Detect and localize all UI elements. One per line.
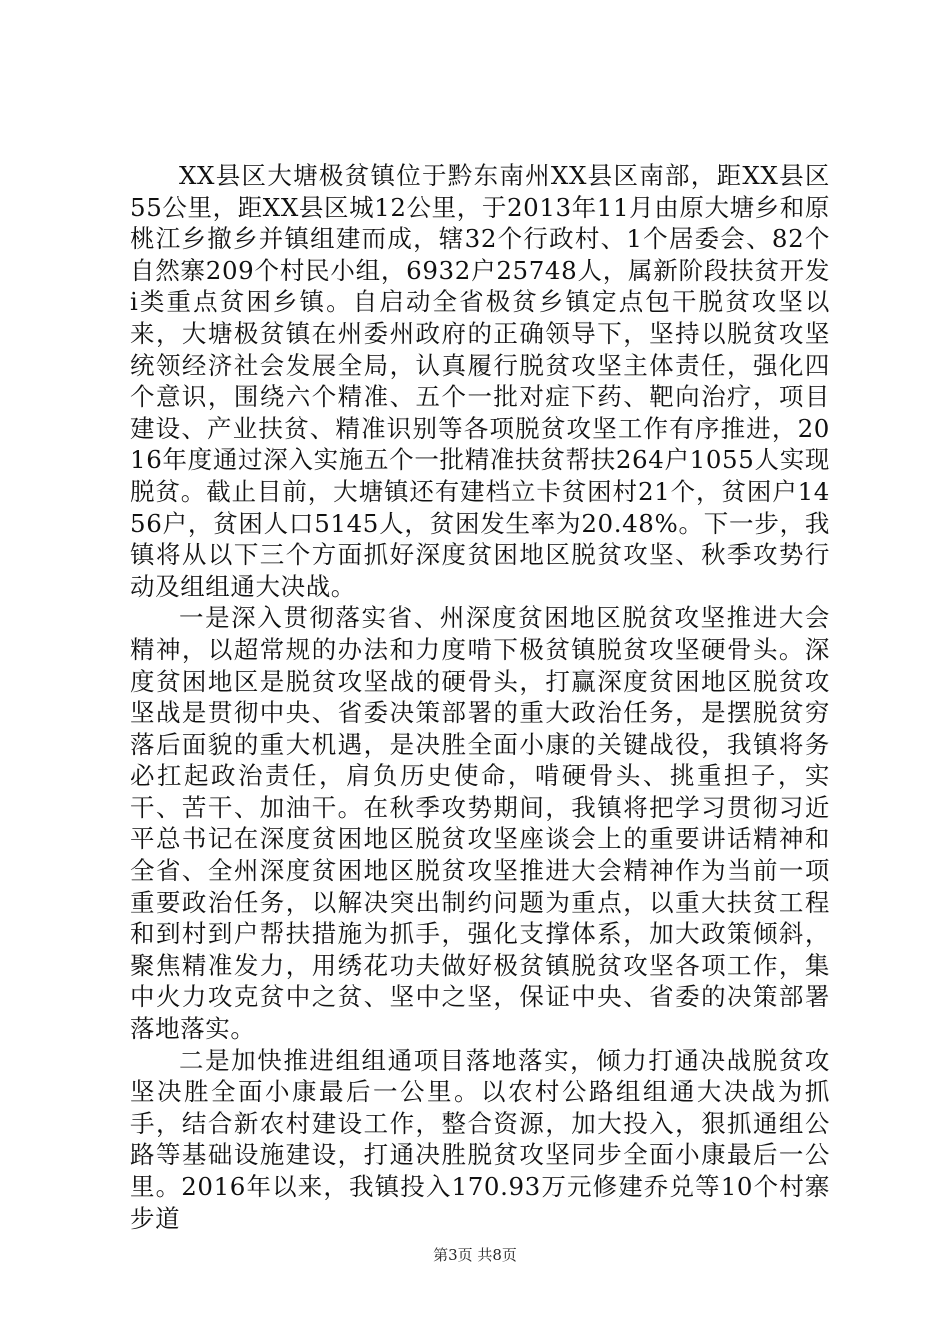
- document-body: [130, 160, 830, 1234]
- page-number-label: 第3页 共8页: [433, 1246, 517, 1264]
- paragraph-point-two: 二是加快推进组组通项目落地落实，倾力打通决战脱贫攻坚决胜全面小康最后一公里。以农村公路组组通大决战为抓手，结合新农村建设工作，整合资源，加大投入，狠抓通组公路等基础设施建设，打通决胜脱贫攻坚同步全面小康最后一公里。2016年以来，我镇投入170.93万元修建乔兑等10个村寨步道: [130, 1045, 830, 1233]
- paragraph-intro: XX县区大塘极贫镇位于黔东南州XX县区南部，距XX县区55公里，距XX县区城12公里，于2013年11月由原大塘乡和原桃江乡撤乡并镇组建而成，辖32个行政村、1个居委会、82个自然寨209个村民小组，6932户25748人，属新阶段扶贫开发ⅰ类重点贫困乡镇。自启动全省极贫乡镇定点包干脱贫攻坚以来，大塘极贫镇在州委州政府的正确领导下，坚持以脱贫攻坚统领经济社会发展全局，认真履行脱贫攻坚主体责任，强化四个意识，围绕六个精准、五个一批对症下药、靶向治疗，项目建设、产业扶贫、精准识别等各项脱贫攻坚工作有序推进，2016年度通过深入实施五个一批精准扶贫帮扶264户1055人实现脱贫。截止目前，大塘镇还有建档立卡贫困村21个，贫困户1456户，贫困人口5145人，贫困发生率为20.48%。下一步，我镇将从以下三个方面抓好深度贫困地区脱贫攻坚、秋季攻势行动及组组通大决战。: [130, 161, 830, 601]
- paragraph-point-one: 一是深入贯彻落实省、州深度贫困地区脱贫攻坚推进大会精神，以超常规的办法和力度啃下极贫镇脱贫攻坚硬骨头。深度贫困地区是脱贫攻坚战的硬骨头，打赢深度贫困地区脱贫攻坚战是贯彻中央、省委决策部署的重大政治任务，是摆脱贫穷落后面貌的重大机遇，是决胜全面小康的关键战役，我镇将务必扛起政治责任，肩负历史使命，啃硬骨头、挑重担子，实干、苦干、加油干。在秋季攻势期间，我镇将把学习贯彻习近平总书记在深度贫困地区脱贫攻坚座谈会上的重要讲话精神和全省、全州深度贫困地区脱贫攻坚推进大会精神作为当前一项重要政治任务，以解决突出制约问题为重点，以重大扶贫工程和到村到户帮扶措施为抓手，强化支撑体系，加大政策倾斜，聚焦精准发力，用绣花功夫做好极贫镇脱贫攻坚各项工作，集中火力攻克贫中之贫、坚中之坚，保证中央、省委的决策部署落地落实。: [130, 603, 830, 1044]
- page-footer: [0, 1244, 950, 1265]
